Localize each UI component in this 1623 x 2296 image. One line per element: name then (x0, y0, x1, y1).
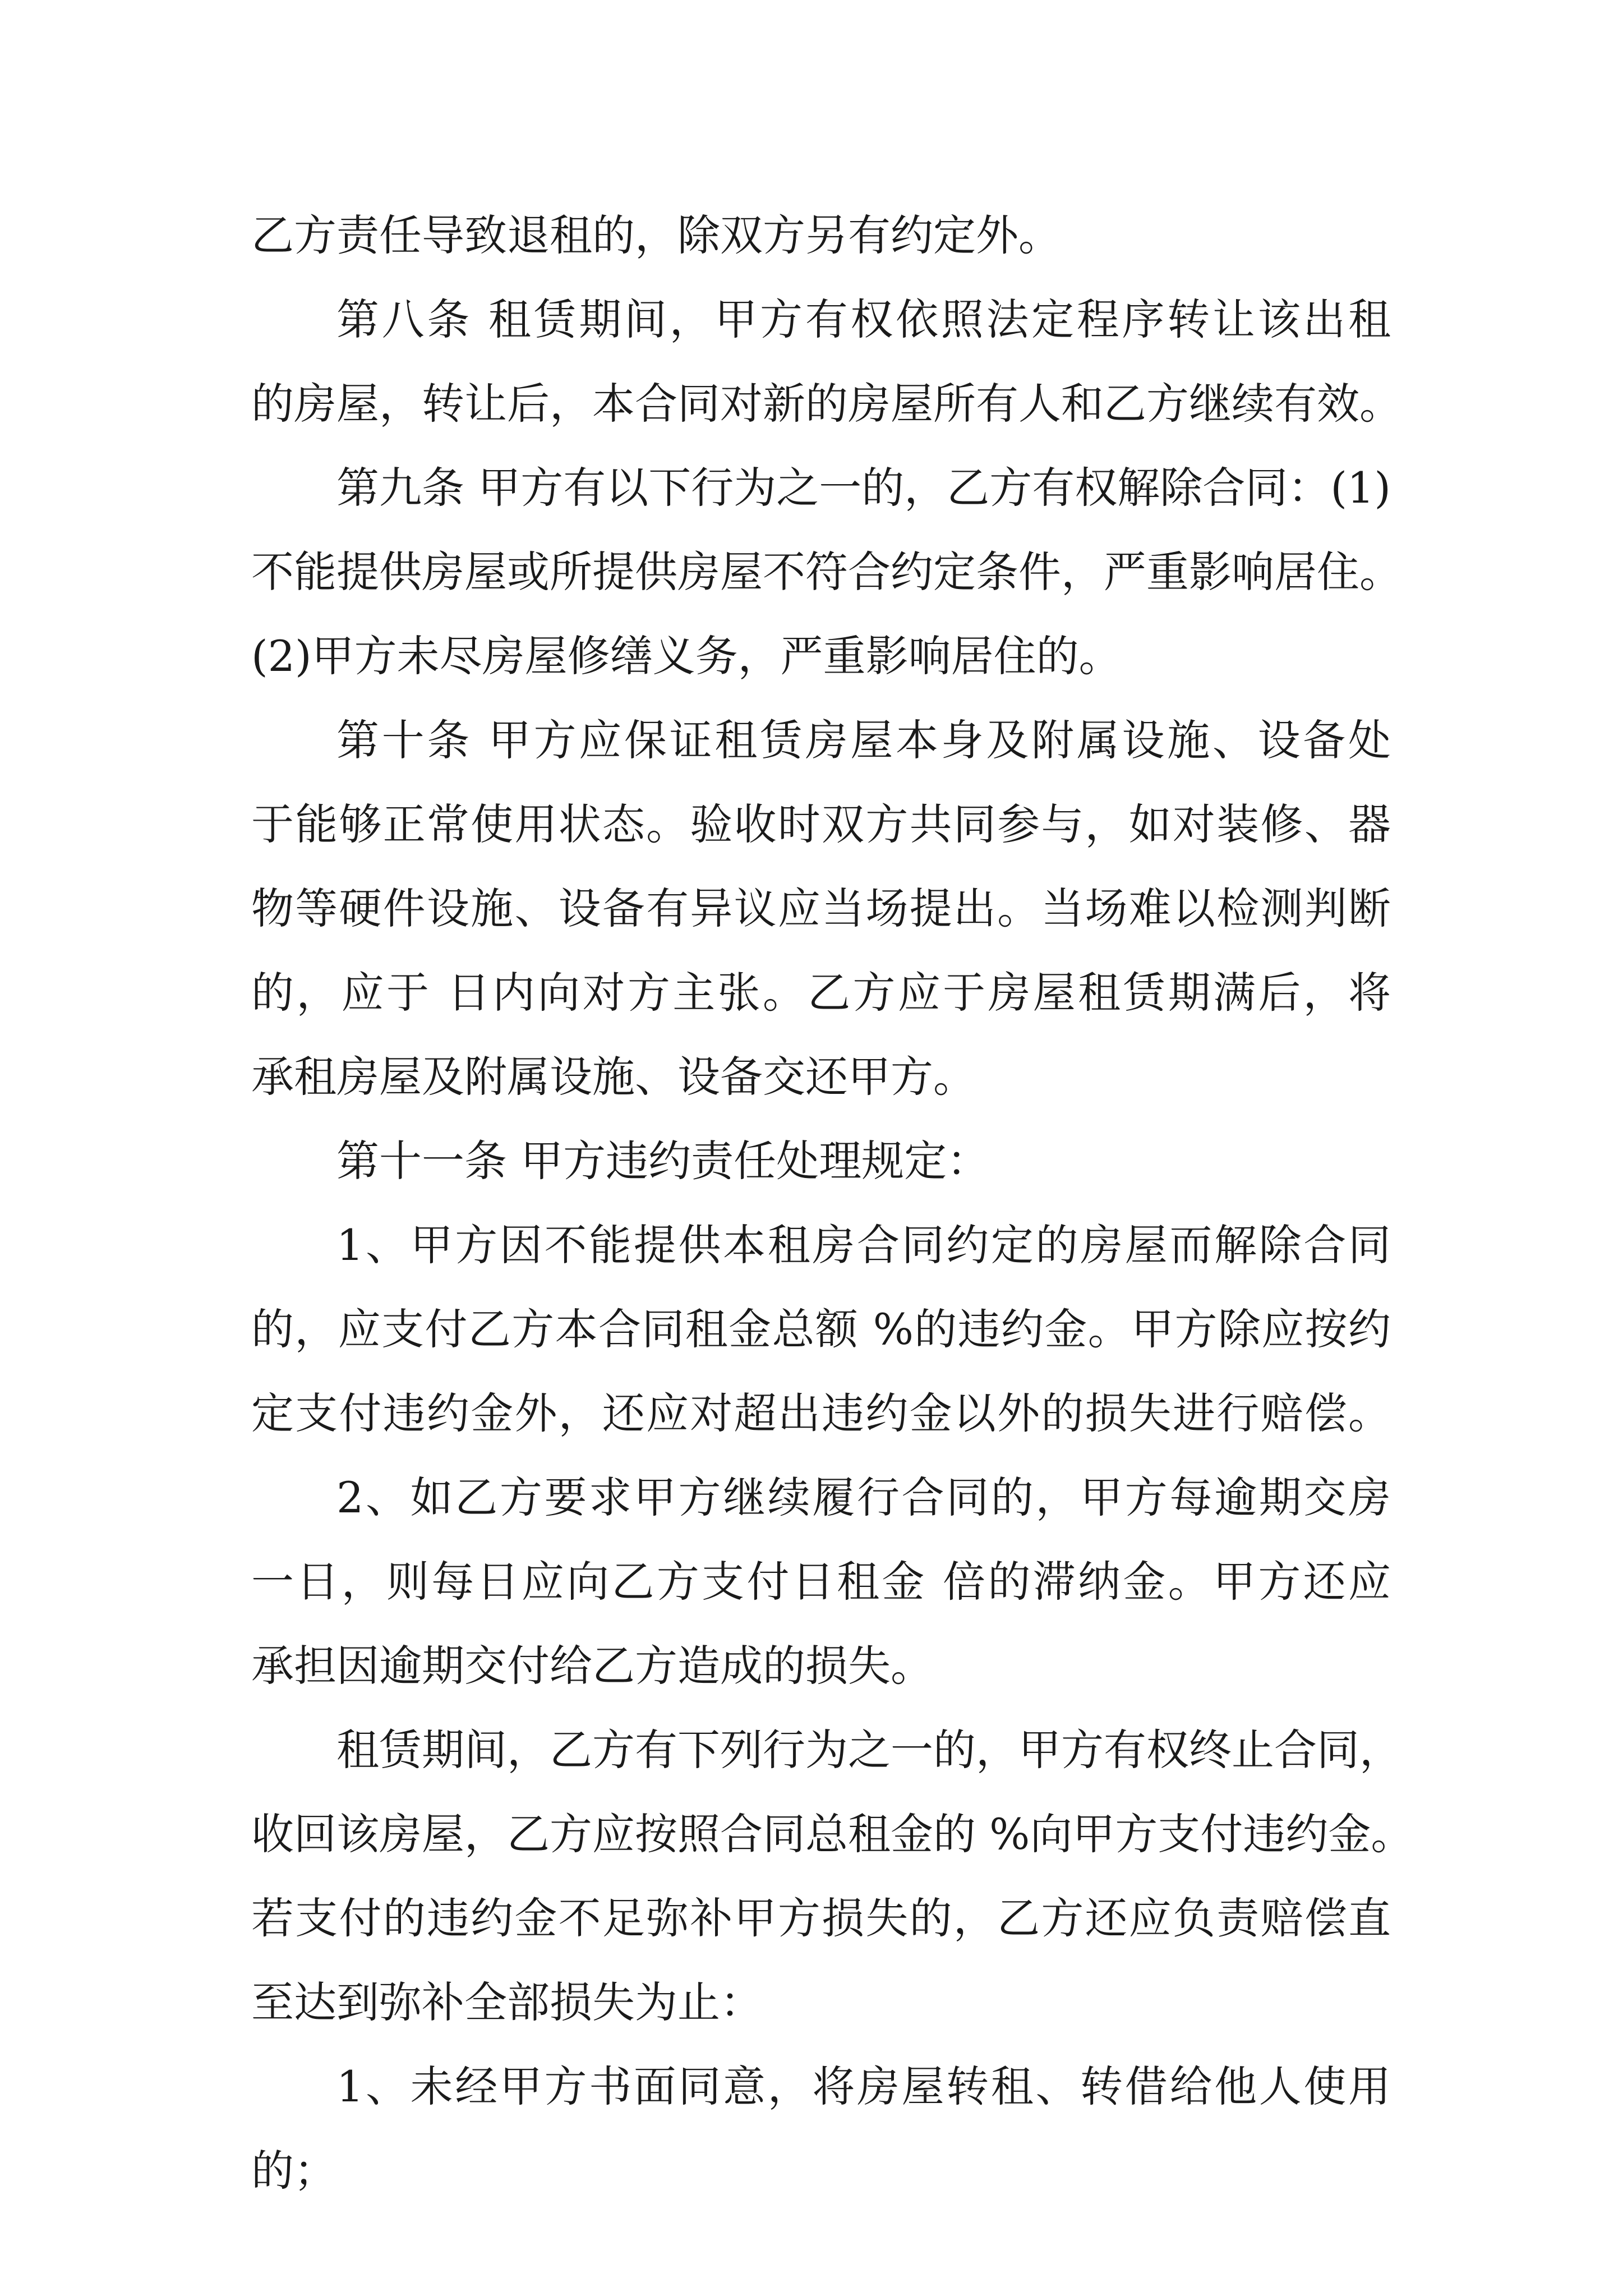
article-10-line-3: 物等硬件设施、设备有异议应当场提出。当场难以检测判断 (251, 884, 1391, 933)
clause-2-line-2: 一日，则每日应向乙方支付日租金 倍的滞纳金。甲方还应 (251, 1557, 1391, 1607)
tenant-breach-line-3: 若支付的违约金不足弥补甲方损失的，乙方还应负责赔偿直 (251, 1893, 1391, 1943)
article-10-line-5: 承租房屋及附属设施、设备交还甲方。 (251, 1052, 976, 1102)
tenant-breach-line-4: 至达到弥补全部损失为止： (251, 1977, 763, 2027)
clause-1-line-2: 的，应支付乙方本合同租金总额 %的违约金。甲方除应按约 (251, 1304, 1391, 1354)
clause-2-line-3: 承担因逾期交付给乙方造成的损失。 (251, 1641, 933, 1691)
article-9-line-1: 第九条 甲方有以下行为之一的，乙方有权解除合同：(1) (336, 463, 1391, 513)
article-8-line-1: 第八条 租赁期间，甲方有权依照法定程序转让该出租 (336, 295, 1391, 344)
clause-1-line-1: 1、甲方因不能提供本租房合同约定的房屋而解除合同 (336, 1220, 1391, 1270)
clause-1-line-3: 定支付违约金外，还应对超出违约金以外的损失进行赔偿。 (251, 1388, 1391, 1438)
article-10-line-2: 于能够正常使用状态。验收时双方共同参与，如对装修、器 (251, 799, 1391, 849)
article-10-line-1: 第十条 甲方应保证租赁房屋本身及附属设施、设备处 (336, 715, 1391, 765)
article-9-line-2: 不能提供房屋或所提供房屋不符合约定条件，严重影响居住。 (251, 547, 1402, 597)
clause-2-line-1: 2、如乙方要求甲方继续履行合同的，甲方每逾期交房 (336, 1473, 1391, 1522)
article-8-line-2: 的房屋，转让后，本合同对新的房屋所有人和乙方继续有效。 (251, 379, 1402, 429)
article-9-line-3: (2)甲方未尽房屋修缮义务，严重影响居住的。 (251, 631, 1122, 681)
tenant-breach-line-1: 租赁期间，乙方有下列行为之一的，甲方有权终止合同， (336, 1725, 1402, 1775)
article-10-line-4: 的，应于 日内向对方主张。乙方应于房屋租赁期满后，将 (251, 968, 1391, 1018)
breach-item-1-line-1: 1、未经甲方书面同意，将房屋转租、转借给他人使用 (336, 2062, 1391, 2111)
tenant-breach-line-2: 收回该房屋，乙方应按照合同总租金的 %向甲方支付违约金。 (251, 1809, 1414, 1859)
body-line-1: 乙方责任导致退租的，除双方另有约定外。 (251, 210, 1061, 260)
article-11-heading: 第十一条 甲方违约责任处理规定： (336, 1136, 990, 1186)
breach-item-1-line-2: 的； (251, 2146, 336, 2196)
